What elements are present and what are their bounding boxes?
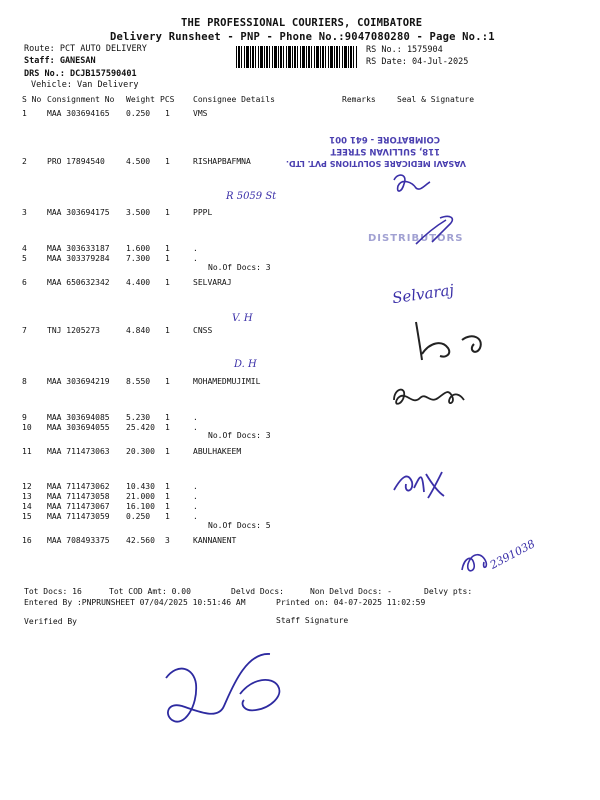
- no-of-docs-label: No.Of Docs: 3: [208, 263, 271, 272]
- non-delivered-docs: Non Delvd Docs: -: [310, 587, 392, 596]
- row-consignee: .: [193, 413, 198, 422]
- rs-date: RS Date: 04-Jul-2025: [366, 57, 469, 67]
- row-weight: 4.500: [126, 157, 151, 166]
- row-consignment: MAA 711473063: [47, 447, 110, 456]
- col-consignment: Consignment No: [47, 95, 115, 104]
- row-consignment: MAA 303694165: [47, 109, 110, 118]
- signature-row2: [390, 170, 440, 200]
- row-consignment: MAA 711473059: [47, 512, 110, 521]
- vehicle-label: Vehicle: Van Delivery: [31, 80, 139, 90]
- row-consignee: .: [193, 244, 198, 253]
- row-consignee: .: [193, 423, 198, 432]
- row-weight: 4.840: [126, 326, 151, 335]
- delivered-docs: Delvd Docs:: [231, 587, 284, 596]
- col-remarks: Remarks: [342, 95, 376, 104]
- signature-row7: [402, 318, 498, 366]
- row-pcs: 1: [165, 157, 170, 166]
- col-consignee: Consignee Details: [193, 95, 275, 104]
- row-consignment: MAA 303633187: [47, 244, 110, 253]
- row-pcs: 1: [165, 492, 170, 501]
- col-weight: Weight: [126, 95, 155, 104]
- col-pcs: PCS: [160, 95, 175, 104]
- signature-row16: [456, 544, 496, 580]
- stamp-city: COIMBATORE - 641 001: [329, 134, 440, 144]
- col-seal-signature: Seal & Signature: [397, 95, 475, 104]
- delivery-points: Delvy pts:: [424, 587, 473, 596]
- runsheet-subtitle: Delivery Runsheet - PNP - Phone No.:9047080280 - Page No.:1: [110, 31, 495, 43]
- barcode: [236, 46, 358, 68]
- row-consignee: .: [193, 502, 198, 511]
- staff-signature-ink: [160, 648, 300, 732]
- row-pcs: 1: [165, 447, 170, 456]
- row-consignee: SELVARAJ: [193, 278, 232, 287]
- row-consignment: MAA 711473058: [47, 492, 110, 501]
- row-weight: 42.560: [126, 536, 155, 545]
- signature-row11: [388, 462, 450, 502]
- no-of-docs-label: No.Of Docs: 3: [208, 431, 271, 440]
- row-consignee: RISHAPBAFMNA: [193, 157, 251, 166]
- row-consignee: MOHAMEDMUJIMIL: [193, 377, 261, 386]
- total-cod-amount: Tot COD Amt: 0.00: [109, 587, 191, 596]
- row-sno: 11: [22, 447, 32, 456]
- row-consignee: CNSS: [193, 326, 213, 335]
- row-weight: 1.600: [126, 244, 151, 253]
- col-sno: S No: [22, 95, 42, 104]
- row-sno: 10: [22, 423, 32, 432]
- handwritten-number: 2391038: [487, 537, 538, 572]
- row-pcs: 1: [165, 413, 170, 422]
- company-title: THE PROFESSIONAL COURIERS, COIMBATORE: [181, 17, 423, 29]
- row-consignee: .: [193, 254, 198, 263]
- row-weight: 4.400: [126, 278, 151, 287]
- row-weight: 5.230: [126, 413, 151, 422]
- row-weight: 7.300: [126, 254, 151, 263]
- company-stamp: [285, 96, 466, 168]
- row-pcs: 1: [165, 109, 170, 118]
- row-pcs: 3: [165, 536, 170, 545]
- staff-signature-label: Staff Signature: [276, 616, 349, 625]
- row-consignee: KANNANENT: [193, 536, 237, 545]
- row-weight: 21.000: [126, 492, 155, 501]
- row-consignment: MAA 303694085: [47, 413, 110, 422]
- row-consignee: .: [193, 482, 198, 491]
- row-consignment: MAA 303694175: [47, 208, 110, 217]
- row-pcs: 1: [165, 482, 170, 491]
- row-weight: 8.550: [126, 377, 151, 386]
- row-sno: 4: [22, 244, 27, 253]
- drs-number: DRS No.: DCJB157590401: [24, 69, 137, 79]
- row-pcs: 1: [165, 502, 170, 511]
- row-pcs: 1: [165, 254, 170, 263]
- row-consignment: MAA 708493375: [47, 536, 110, 545]
- row-consignment: MAA 711473062: [47, 482, 110, 491]
- row-consignee: .: [193, 492, 198, 501]
- row-consignment: MAA 303694219: [47, 377, 110, 386]
- row-consignment: MAA 303379284: [47, 254, 110, 263]
- row-consignee: ABULHAKEEM: [193, 447, 242, 456]
- row-sno: 15: [22, 512, 32, 521]
- row-consignment: PRO 17894540: [47, 157, 105, 166]
- staff-label: Staff: GANESAN: [24, 56, 96, 66]
- row-weight: 0.250: [126, 109, 151, 118]
- signature-selvaraj: Selvaraj: [391, 280, 456, 308]
- row-consignee: VMS: [193, 109, 208, 118]
- row-pcs: 1: [165, 512, 170, 521]
- row-pcs: 1: [165, 244, 170, 253]
- row-consignment: TNJ 1205273: [47, 326, 100, 335]
- route-label: Route: PCT AUTO DELIVERY: [24, 44, 147, 54]
- row-weight: 25.420: [126, 423, 155, 432]
- stamp-company-name: VASAVI MEDICARE SOLUTIONS PVT. LTD.: [285, 159, 466, 168]
- row-sno: 9: [22, 413, 27, 422]
- row-sno: 2: [22, 157, 27, 166]
- row-consignment: MAA 650632342: [47, 278, 110, 287]
- row-consignee: PPPL: [193, 208, 213, 217]
- row-pcs: 1: [165, 377, 170, 386]
- row-pcs: 1: [165, 278, 170, 287]
- row-sno: 14: [22, 502, 32, 511]
- rs-number: RS No.: 1575904: [366, 45, 443, 55]
- row-sno: 16: [22, 536, 32, 545]
- stamp-address: 118, SULLIVAN STREET: [330, 146, 440, 156]
- row-pcs: 1: [165, 326, 170, 335]
- row-weight: 16.100: [126, 502, 155, 511]
- row-weight: 20.300: [126, 447, 155, 456]
- handwritten-note: D. H: [234, 359, 257, 370]
- row-consignee: .: [193, 512, 198, 521]
- signature-row3: [410, 212, 470, 252]
- handwritten-note: R 5059 St: [226, 191, 277, 202]
- row-sno: 7: [22, 326, 27, 335]
- entered-by: Entered By :PNPRUNSHEET 07/04/2025 10:51:46 AM: [24, 598, 246, 607]
- row-sno: 8: [22, 377, 27, 386]
- faded-stamp: DISTRIBUTORS: [368, 233, 464, 244]
- total-docs: Tot Docs: 16: [24, 587, 82, 596]
- row-consignment: MAA 303694055: [47, 423, 110, 432]
- row-sno: 1: [22, 109, 27, 118]
- handwritten-note: V. H: [232, 313, 253, 324]
- row-weight: 3.500: [126, 208, 151, 217]
- row-weight: 0.250: [126, 512, 151, 521]
- row-pcs: 1: [165, 423, 170, 432]
- printed-on: Printed on: 04-07-2025 11:02:59: [276, 598, 426, 607]
- row-weight: 10.430: [126, 482, 155, 491]
- row-sno: 12: [22, 482, 32, 491]
- row-pcs: 1: [165, 208, 170, 217]
- row-sno: 6: [22, 278, 27, 287]
- row-sno: 13: [22, 492, 32, 501]
- row-sno: 5: [22, 254, 27, 263]
- signature-row8: [388, 380, 468, 414]
- row-sno: 3: [22, 208, 27, 217]
- verified-by-label: Verified By: [24, 617, 77, 626]
- no-of-docs-label: No.Of Docs: 5: [208, 521, 271, 530]
- row-consignment: MAA 711473067: [47, 502, 110, 511]
